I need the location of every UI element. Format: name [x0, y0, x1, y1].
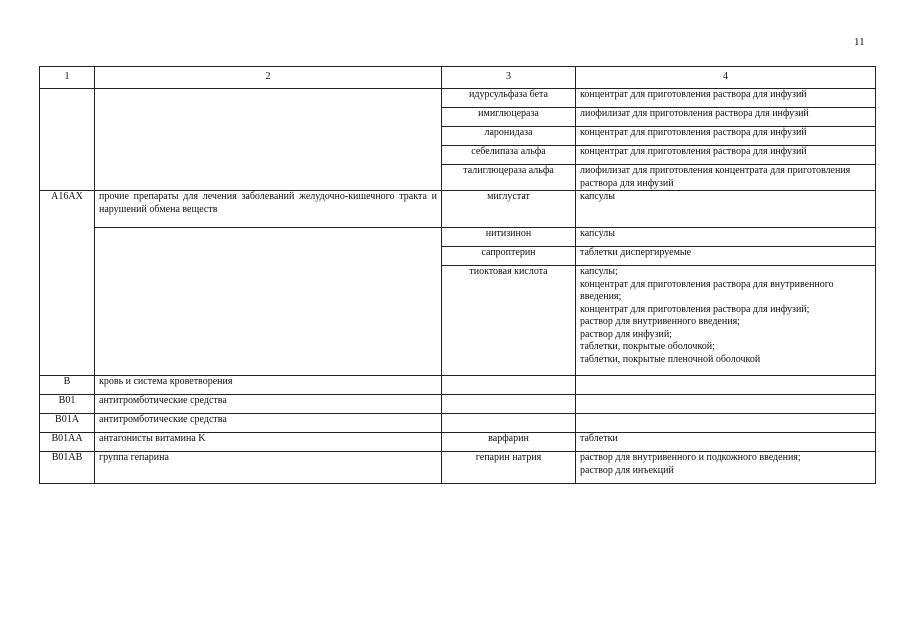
- page-number: 11: [854, 36, 865, 48]
- inn-cell: тиоктовая кислота: [442, 266, 576, 376]
- dosage-form-text: таблетки: [580, 433, 618, 444]
- inn-cell: гепарин натрия: [442, 452, 576, 484]
- dosage-form-cell: [576, 228, 876, 247]
- column-header-2: 2: [95, 67, 442, 89]
- dosage-form-text: капсулы: [580, 191, 615, 202]
- dosage-form-cell: [576, 191, 876, 228]
- inn-cell: [442, 414, 576, 433]
- atc-code-cell: B01A: [40, 414, 95, 433]
- dosage-form-cell: [576, 89, 876, 108]
- column-header-3: 3: [442, 67, 576, 89]
- group-name-cell: [95, 228, 442, 376]
- dosage-form-text: концентрат для приготовления раствора для инфузий: [580, 89, 807, 100]
- dosage-form-cell: [576, 414, 876, 433]
- dosage-form-cell: [576, 108, 876, 127]
- atc-code-cell: B01AA: [40, 433, 95, 452]
- inn-cell: [442, 395, 576, 414]
- column-header-4: 4: [576, 67, 876, 89]
- dosage-form-text: лиофилизат для приготовления концентрата для приготовления раствора для инфузий: [580, 165, 851, 189]
- group-name-cell: кровь и система кроветворения: [95, 376, 442, 395]
- inn-cell: идурсульфаза бета: [442, 89, 576, 108]
- dosage-form-cell: [576, 395, 876, 414]
- table-row: [40, 395, 876, 414]
- dosage-form-text: таблетки диспергируемые: [580, 247, 692, 258]
- inn-cell: варфарин: [442, 433, 576, 452]
- dosage-form-cell: [576, 376, 876, 395]
- dosage-form-cell: [576, 165, 876, 191]
- group-name-cell: группа гепарина: [95, 452, 442, 484]
- dosage-form-cell: [576, 433, 876, 452]
- table-row: [40, 228, 876, 247]
- table-row: [40, 376, 876, 395]
- atc-code-cell: B01: [40, 395, 95, 414]
- atc-code-cell: A16AX: [40, 191, 95, 376]
- dosage-form-text: раствор для внутривенного и подкожного введения; раствор для инъекций: [580, 452, 801, 476]
- inn-cell: миглустат: [442, 191, 576, 228]
- dosage-form-cell: [576, 247, 876, 266]
- dosage-form-cell: [576, 266, 876, 376]
- group-name-cell: антитромботические средства: [95, 395, 442, 414]
- group-name-cell: антагонисты витамина K: [95, 433, 442, 452]
- atc-code-cell: [40, 89, 95, 191]
- dosage-form-cell: [576, 127, 876, 146]
- inn-cell: себелипаза альфа: [442, 146, 576, 165]
- table-row: [40, 452, 876, 484]
- column-header-1: 1: [40, 67, 95, 89]
- table-header-row: [40, 67, 876, 89]
- dosage-form-text: концентрат для приготовления раствора для инфузий: [580, 146, 807, 157]
- group-name-cell: антитромботические средства: [95, 414, 442, 433]
- inn-cell: [442, 376, 576, 395]
- table-row: [40, 191, 876, 228]
- drug-table: [39, 66, 876, 484]
- atc-code-cell: B: [40, 376, 95, 395]
- group-name-cell: прочие препараты для лечения заболеваний желудочно-кишечного тракта и нарушений обмена веществ: [95, 191, 442, 228]
- atc-code-cell: B01AB: [40, 452, 95, 484]
- inn-cell: имиглюцераза: [442, 108, 576, 127]
- inn-cell: сапроптерин: [442, 247, 576, 266]
- group-name-cell: [95, 89, 442, 191]
- dosage-form-text: капсулы; концентрат для приготовления раствора для внутривенного введения; концентрат для приготовления раствора для инфузий; раствор для внутривенного введения; раствор для инфузий; таблетки, покрытые оболочкой; таблетки, покрытые пленочной оболочкой: [580, 266, 834, 365]
- inn-cell: ларонидаза: [442, 127, 576, 146]
- table-row: [40, 433, 876, 452]
- dosage-form-text: лиофилизат для приготовления раствора для инфузий: [580, 108, 809, 119]
- inn-cell: нитизинон: [442, 228, 576, 247]
- dosage-form-text: концентрат для приготовления раствора для инфузий: [580, 127, 807, 138]
- table-row: [40, 89, 876, 108]
- dosage-form-cell: [576, 146, 876, 165]
- dosage-form-cell: [576, 452, 876, 484]
- table-row: [40, 414, 876, 433]
- inn-cell: талиглюцераза альфа: [442, 165, 576, 191]
- dosage-form-text: капсулы: [580, 228, 615, 239]
